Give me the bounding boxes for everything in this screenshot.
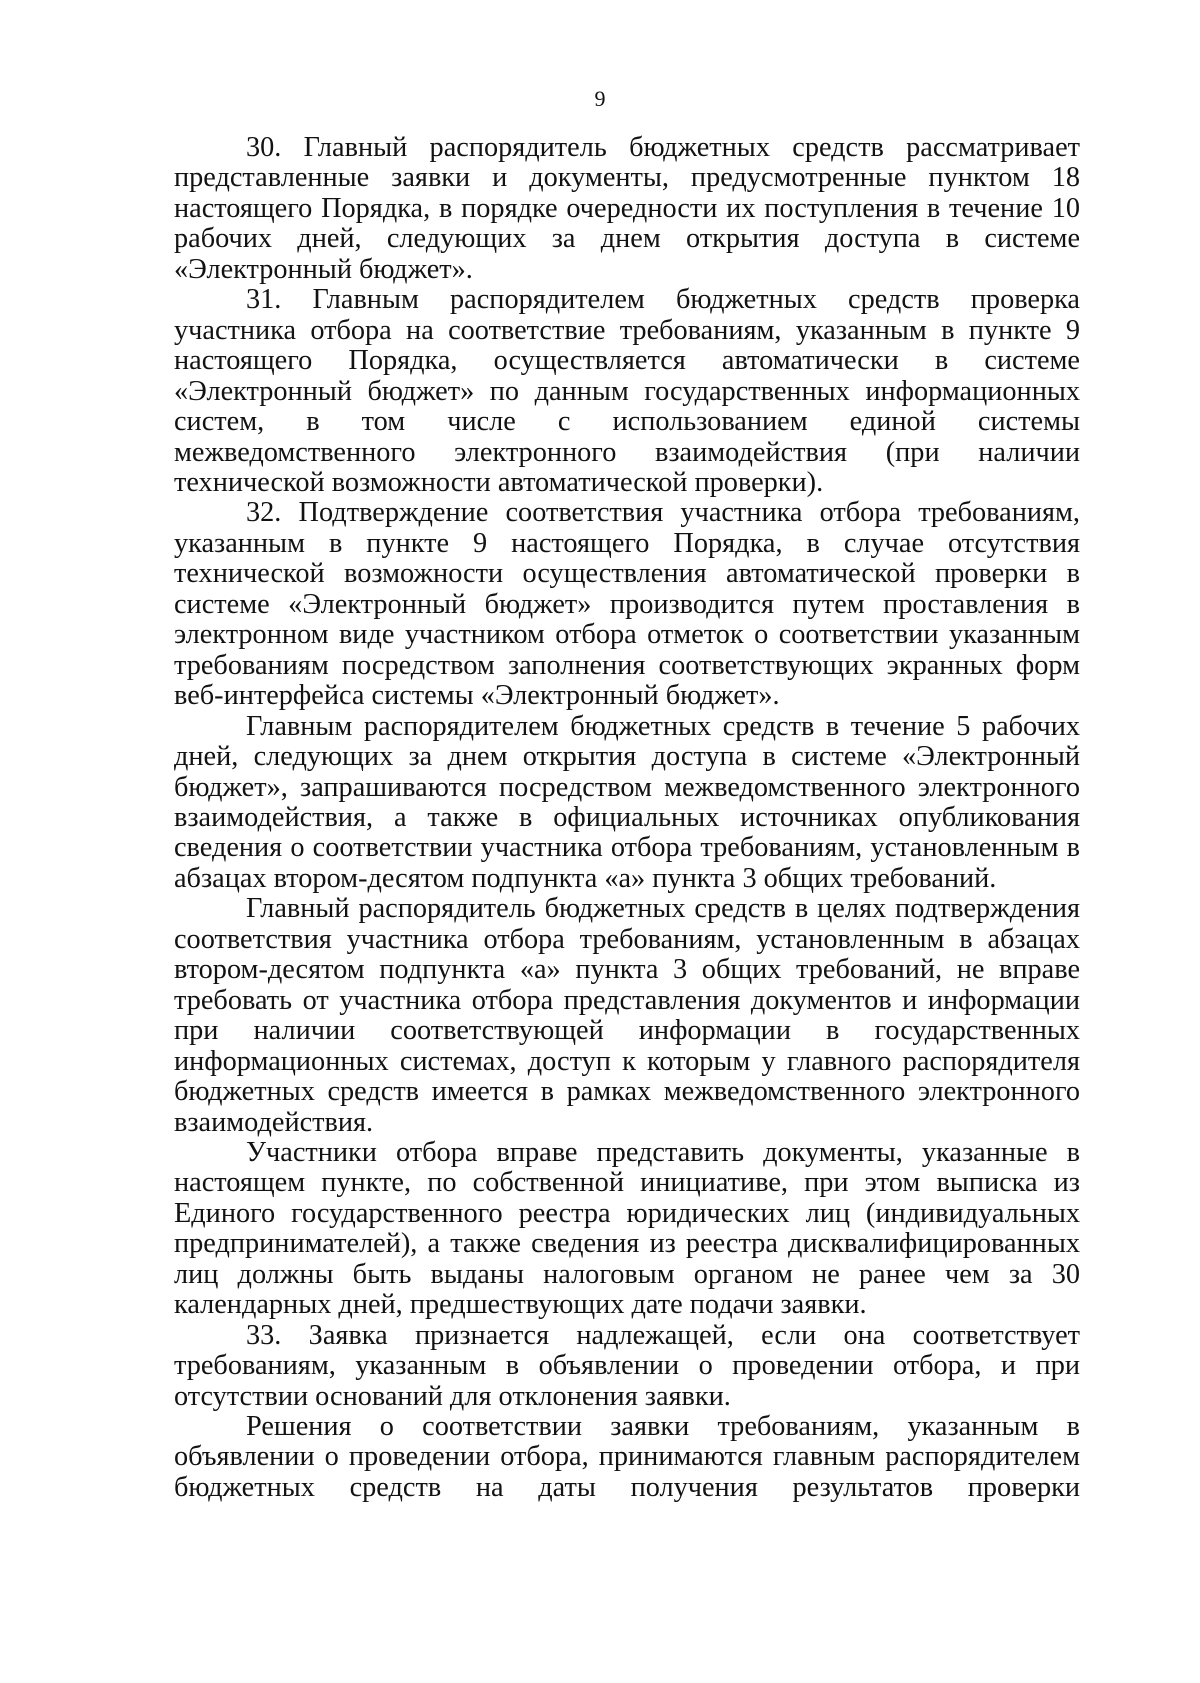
paragraph-32-no-documents-required: Главный распорядитель бюджетных средств в целях подтверждения соответствия участника отбора требованиям, установленным в абзацах втором-десятом подпункта «а» пункта 3 общих требований, не вправе требовать от участника отбора представления документов и информации при наличии соответствующей информации в государственных информационных системах, доступ к которым у главного распорядителя бюджетных средств имеется в рамках межведомственного электронного взаимодействия. [174, 893, 1080, 1138]
paragraph-32: 32. Подтверждение соответствия участника отбора требованиям, указанным в пункте 9 настоящего Порядка, в случае отсутствия технической возможности осуществления автоматической проверки в системе «Электронный бюджет» производится путем проставления в электронном виде участником отбора отметок о соответствии указанным требованиям посредством заполнения соответствующих экранных форм веб-интерфейса системы «Электронный бюджет». [174, 497, 1080, 712]
paragraph-33-decisions: Решения о соответствии заявки требованиям, указанным в объявлении о проведении отбора, принимаются главным распорядителем бюджетных средств на даты получения результатов проверки [174, 1411, 1080, 1503]
document-body [174, 133, 1080, 1503]
paragraph-32-participant-right: Участники отбора вправе представить документы, указанные в настоящем пункте, по собственной инициативе, при этом выписка из Единого государственного реестра юридических лиц (индивидуальных предпринимателей), а также сведения из реестра дисквалифицированных лиц должны быть выданы налоговым органом не ранее чем за 30 календарных дней, предшествующих дате подачи заявки. [174, 1136, 1080, 1321]
paragraph-32-budget-request: Главным распорядителем бюджетных средств в течение 5 рабочих дней, следующих за днем открытия доступа в системе «Электронный бюджет», запрашиваются посредством межведомственного электронного взаимодействия, а также в официальных источниках опубликования сведения о соответствии участника отбора требованиям, установленным в абзацах втором-десятом подпункта «а» пункта 3 общих требований. [174, 710, 1080, 894]
page-number: 9 [594, 86, 606, 111]
paragraph-33: 33. Заявка признается надлежащей, если она соответствует требованиям, указанным в объявлении о проведении отбора, и при отсутствии оснований для отклонения заявки. [174, 1319, 1080, 1412]
paragraph-30: 30. Главный распорядитель бюджетных средств рассматривает представленные заявки и документы, предусмотренные пунктом 18 настоящего Порядка, в порядке очередности их поступления в течение 10 рабочих дней, следующих за днем открытия доступа в системе «Электронный бюджет». [174, 132, 1080, 285]
paragraph-31: 31. Главным распорядителем бюджетных средств проверка участника отбора на соответствие требованиям, указанным в пункте 9 настоящего Порядка, осуществляется автоматически в системе «Электронный бюджет» по данным государственных информационных систем, в том числе с использованием единой системы межведомственного электронного взаимодействия (при наличии технической возможности автоматической проверки). [174, 284, 1080, 498]
